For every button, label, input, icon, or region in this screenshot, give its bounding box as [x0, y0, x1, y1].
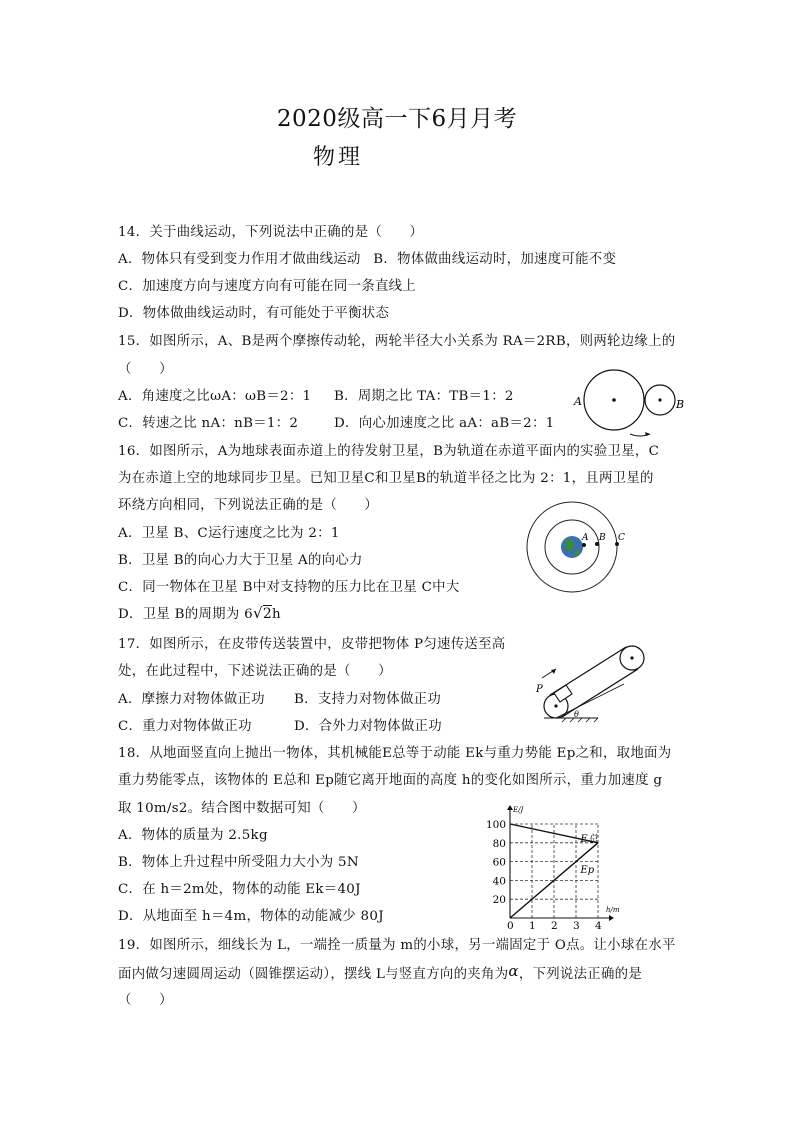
q18-stem-3: 取 10m/s2。结合图中数据可知（ ） [118, 801, 366, 816]
q18-stem-2: 重力势能零点，该物体的 E总和 Ep随它离开地面的高度 h的变化如图所示，重力加速度 g [118, 773, 663, 788]
q14-option-a: A．物体只有受到变力作用才做曲线运动 [118, 252, 361, 267]
wheel-a-center [612, 398, 616, 402]
x-tick-label: 3 [573, 920, 580, 930]
q16-option-d-radicand: 2 [262, 606, 273, 622]
y-tick-label: 60 [492, 856, 506, 869]
q16-stem-3: 环绕方向相同，下列说法正确的是（ ） [118, 498, 379, 513]
conveyor-belt-figure [530, 636, 656, 726]
label-satellite-b: B [599, 533, 606, 543]
q19-stem-2-prefix: 面内做匀速圆周运动（圆锥摆运动），摆线 L与竖直方向的夹角为 [118, 967, 509, 982]
q16-option-b: B．卫星 B的向心力大于卫星 A的向心力 [118, 553, 363, 568]
q16-stem-1: 16．如图所示，A为地球表面赤道上的待发射卫星，B为轨道在赤道平面内的实验卫星，C [118, 444, 660, 459]
series-label-total-energy: E总 [580, 834, 598, 846]
y-tick-label: 40 [492, 875, 506, 888]
q19-stem-2-suffix: ，下列说法正确的是 [518, 967, 643, 982]
q18-option-a: A．物体的质量为 2.5kg [118, 828, 268, 843]
q16-option-d-suffix: h [272, 607, 281, 622]
q16-stem-2: 为在赤道上空的地球同步卫星。已知卫星C和卫星B的轨道半径之比为 2：1，且两卫星的 [118, 471, 654, 486]
q18-option-d: D．从地面至 h＝4m，物体的动能减少 80J [118, 909, 384, 924]
exam-title: 2020级高一下6月月考 [276, 106, 518, 132]
q17-option-c: C．重力对物体做正功 [118, 719, 252, 734]
satellite-orbits-figure [524, 500, 628, 596]
object-p [554, 685, 572, 702]
wheel-b-center [658, 398, 661, 401]
q18-stem-1: 18．从地面竖直向上抛出一物体，其机械能E总等于动能 Ek与重力势能 Ep之和，取地面为 [118, 746, 672, 761]
x-tick-label: 4 [595, 920, 602, 930]
q15-row-cd [118, 412, 555, 431]
q15-option-b: B．周期之比 TA：TB＝1：2 [334, 389, 514, 404]
label-angle: θ [574, 710, 579, 719]
q14-stem: 14．关于曲线运动，下列说法中正确的是（ ） [118, 225, 424, 240]
exam-subject: 物理 [313, 145, 364, 170]
q15-paren: （ ） [118, 362, 173, 377]
q15-stem: 15．如图所示，A、B是两个摩擦传动轮，两轮半径大小关系为 RA＝2RB，则两轮边缘上的 [118, 334, 676, 349]
lower-pulley-center [554, 704, 557, 707]
friction-wheels-figure [568, 362, 690, 444]
label-satellite-a: A [582, 533, 589, 543]
upper-pulley-center [630, 656, 633, 659]
q18-option-b: B．物体上升过程中所受阻力大小为 5N [118, 855, 359, 870]
q19-stem-1: 19．如图所示，细线长为 L，一端拴一质量为 m的小球，另一端固定于 O点。让小球在水平 [118, 938, 676, 953]
x-tick-label: 1 [529, 920, 536, 930]
q17-option-b: B．支持力对物体做正功 [294, 692, 442, 707]
y-axis-label: E/J [513, 806, 524, 814]
q17-row-ab [118, 688, 442, 707]
label-wheel-b: B [676, 398, 685, 411]
q16-option-c: C．同一物体在卫星 B中对支持物的压力比在卫星 C中大 [118, 580, 460, 595]
q17-option-a: A．摩擦力对物体做正功 [118, 692, 265, 707]
q14-option-d: D．物体做曲线运动时，有可能处于平衡状态 [118, 306, 390, 321]
y-tick-label: 20 [492, 894, 506, 907]
q16-option-d-prefix: D．卫星 B的周期为 6 [118, 607, 253, 622]
x-axis-arrow [609, 915, 614, 921]
q14-option-b: B．物体做曲线运动时，加速度可能不变 [373, 252, 617, 267]
q15-row-ab [118, 385, 514, 404]
q14-row-ab [118, 248, 616, 267]
q14-option-c: C．加速度方向与速度方向有可能在同一条直线上 [118, 279, 417, 294]
q19-paren: （ ） [118, 993, 173, 1008]
x-tick-label: 0 [507, 920, 514, 930]
energy-height-chart [478, 800, 638, 930]
hatch-marks [562, 718, 598, 722]
q15-option-a: A．角速度之比ωA：ωB＝2：1 [118, 389, 312, 404]
q15-option-c: C．转速之比 nA：nB＝1：2 [118, 416, 299, 431]
satellite-a [582, 543, 586, 547]
q19-stem-2 [118, 962, 642, 982]
q18-option-c: C．在 h＝2m处，物体的动能 Ek＝40J [118, 882, 361, 897]
series-label-potential-energy: Ep [580, 865, 595, 876]
x-tick-label: 2 [551, 920, 558, 930]
y-tick-label: 100 [485, 819, 506, 831]
q16-option-d [118, 603, 281, 622]
label-object-p: P [536, 684, 543, 695]
q17-stem-2: 处，在此过程中，下述说法正确的是（ ） [118, 664, 392, 679]
label-wheel-a: A [574, 395, 582, 408]
q17-row-cd [118, 715, 442, 734]
q17-option-d: D．合外力对物体做正功 [294, 719, 442, 734]
y-tick-label: 80 [492, 837, 506, 850]
q15-option-d: D．向心加速度之比 aA：aB＝2：1 [334, 416, 555, 431]
sqrt-symbol: √2 [252, 604, 273, 622]
x-axis-label: h/m [606, 906, 620, 914]
q16-option-a: A．卫星 B、C运行速度之比为 2：1 [118, 526, 340, 541]
q17-stem-1: 17．如图所示，在皮带传送装置中，皮带把物体 P匀速传送至高 [118, 637, 506, 652]
alpha-symbol: α [508, 962, 519, 980]
label-satellite-c: C [618, 533, 625, 543]
